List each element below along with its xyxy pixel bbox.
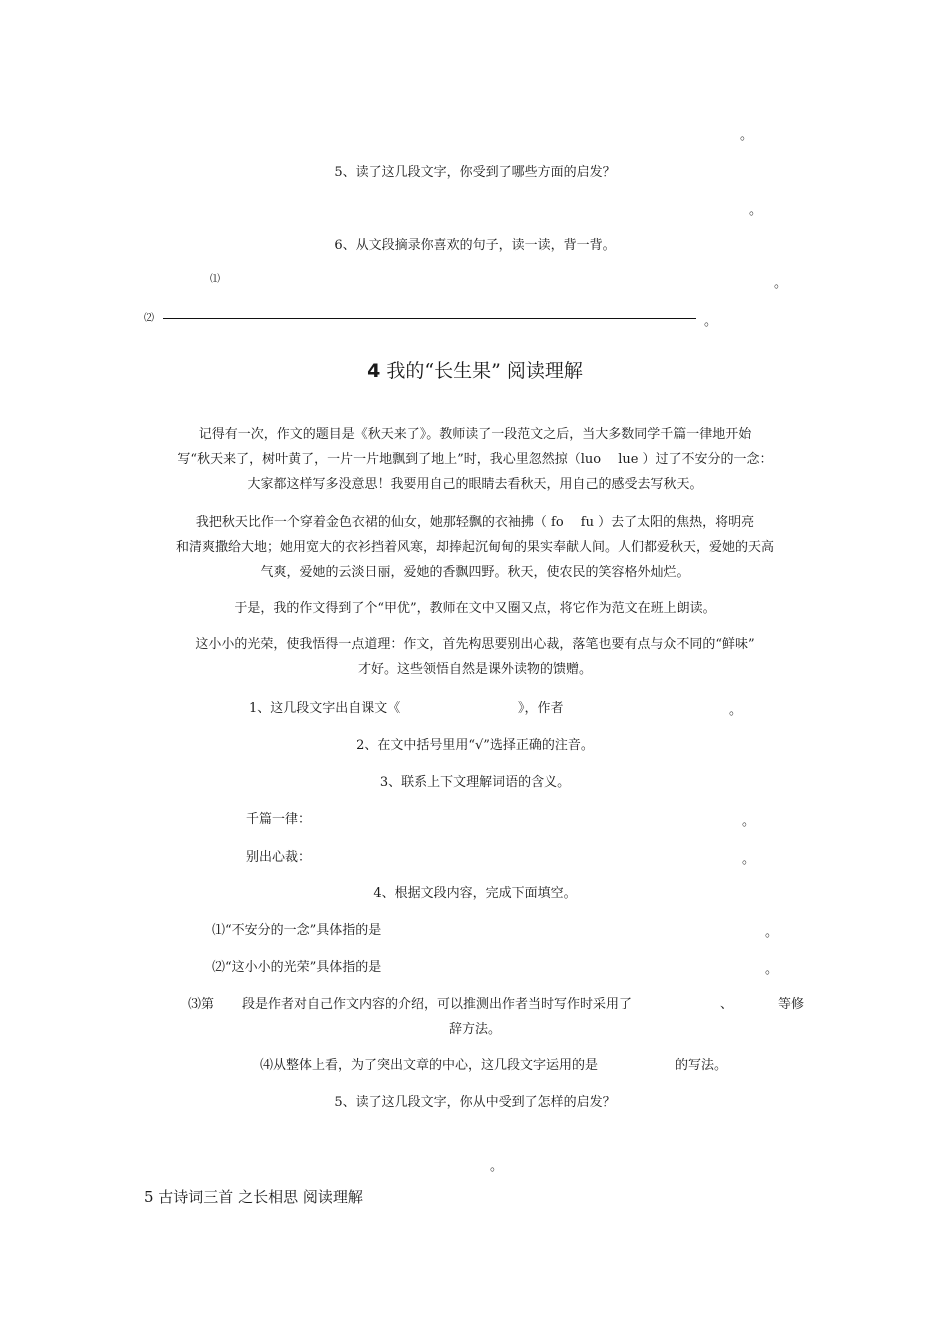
- question-5: 5、读了这几段文字，你从中受到了怎样的启发？: [334, 1095, 616, 1110]
- text-line: 和清爽撒给大地；她用宽大的衣衫挡着风寒，却捧起沉甸甸的果实奉献人间。人们都爱秋天，爱她的天高: [175, 540, 774, 555]
- text-line: 写“秋天来了，树叶黄了，一片一片地飘到了地上”时，我心里忽然掠（luo lue ）过了不安分的一念：: [177, 452, 773, 467]
- question-2: 2、在文中括号里用“√”选择正确的注音。: [356, 738, 594, 753]
- item-number-1: ⑴: [210, 274, 220, 285]
- end-mark: 。: [742, 852, 756, 867]
- section-4-title-text: 我的“长生果” 阅读理解: [386, 360, 583, 382]
- question-4-3-continuation: 辞方法。: [448, 1022, 501, 1037]
- section-4-title: [0, 356, 950, 383]
- question-4-1: ⑴“不安分的一念”具体指的是: [212, 923, 382, 938]
- end-mark: 。: [765, 925, 779, 940]
- text-line: 才好。这些领悟自然是课外读物的馈赠。: [357, 662, 592, 677]
- question-6-previous: 6、从文段摘录你喜欢的句子，读一读，背一背。: [334, 238, 616, 253]
- end-mark: 。: [742, 814, 756, 829]
- question-3: 3、联系上下文理解词语的含义。: [379, 775, 571, 790]
- term-1-label: 千篇一律：: [246, 812, 312, 827]
- question-4-3-prefix: ⑶第: [188, 997, 215, 1012]
- item-number-2: ⑵: [144, 313, 154, 324]
- text-line: 气爽，爱她的云淡日丽，爱她的香飘四野。秋天，使农民的笑容格外灿烂。: [260, 565, 690, 580]
- question-4-4-prefix: ⑷从整体上看，为了突出文章的中心，这几段文字运用的是: [260, 1058, 599, 1073]
- answer-underline: [163, 318, 696, 319]
- question-4-3-text: 段是作者对自己作文内容的介绍，可以推测出作者当时写作时采用了: [242, 997, 633, 1012]
- end-mark: 。: [749, 203, 763, 218]
- text-line: 大家都这样写多没意思！我要用自己的眼睛去看秋天，用自己的感受去写秋天。: [247, 477, 703, 492]
- passage-paragraph-4: [140, 632, 810, 682]
- question-1-suffix: 》，作者: [518, 701, 564, 716]
- passage-paragraph-3: [140, 596, 810, 621]
- question-4-3-suffix: 等修: [778, 997, 805, 1012]
- question-4-4-suffix: 的写法。: [675, 1058, 728, 1073]
- term-2-label: 别出心裁：: [246, 850, 312, 865]
- question-4-3-separator: 、: [720, 997, 734, 1012]
- text-line: 于是，我的作文得到了个“甲优”，教师在文中又圈又点，将它作为范文在班上朗读。: [234, 601, 716, 616]
- text-line: 我把秋天比作一个穿着金色衣裙的仙女，她那轻飘的衣袖拂（ fo fu ）去了太阳的焦热，将明亮: [195, 515, 755, 530]
- end-mark: 。: [740, 128, 754, 143]
- section-4-number: 4: [367, 360, 381, 382]
- end-mark: 。: [729, 703, 743, 718]
- text-line: 这小小的光荣，使我悟得一点道理：作文，首先构思要别出心裁，落笔也要有点与众不同的“鲜味”: [195, 637, 755, 652]
- question-1-prefix: 1、这几段文字出自课文《: [249, 701, 401, 716]
- question-4: 4、根据文段内容，完成下面填空。: [373, 886, 577, 901]
- question-4-2: ⑵“这小小的光荣”具体指的是: [212, 960, 382, 975]
- question-5-previous: 5、读了这几段文字，你受到了哪些方面的启发？: [334, 165, 616, 180]
- end-mark: 。: [704, 314, 718, 329]
- passage-paragraph-2: [140, 510, 810, 585]
- passage-paragraph-1: [140, 422, 810, 497]
- end-mark: 。: [774, 276, 788, 291]
- section-5-title: 5 古诗词三首 之长相思 阅读理解: [144, 1188, 363, 1206]
- text-line: 记得有一次，作文的题目是《秋天来了》。教师读了一段范文之后，当大多数同学千篇一律地开始: [198, 427, 752, 442]
- end-mark: 。: [490, 1159, 504, 1174]
- end-mark: 。: [765, 962, 779, 977]
